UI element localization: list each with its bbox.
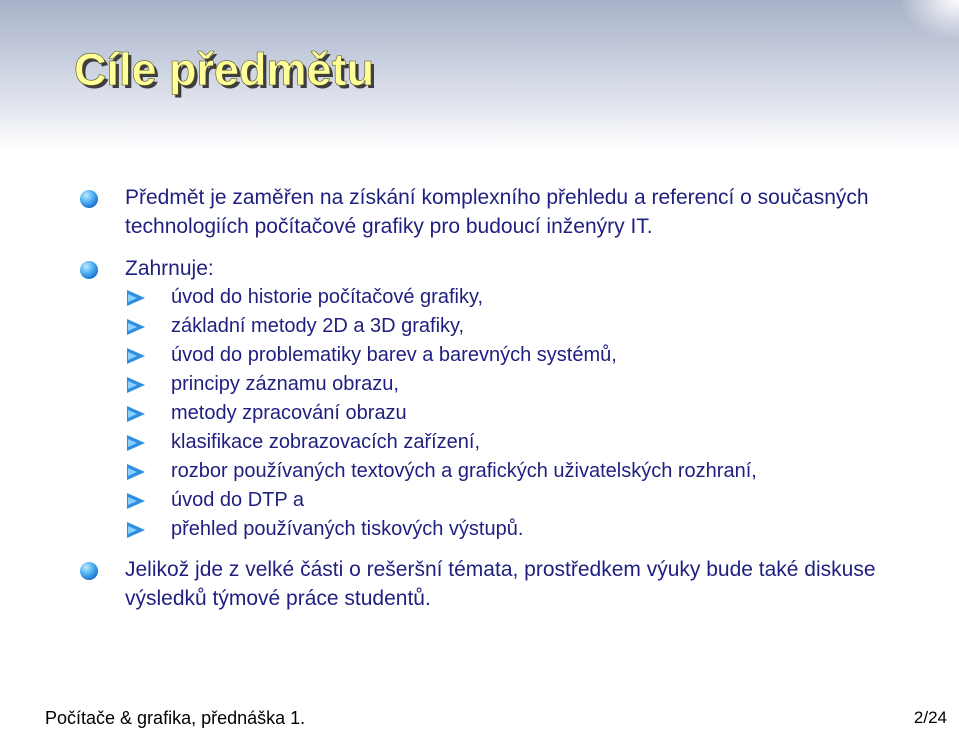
bullet-text: Předmět je zaměřen na získání komplexního přehledu a referencí o současných technologiích počítačové grafiky pro budoucí inženýry IT. bbox=[125, 186, 869, 238]
sphere-bullet-icon bbox=[80, 562, 98, 580]
sub-list-item bbox=[127, 341, 947, 370]
sub-item-text: úvod do DTP a bbox=[171, 489, 305, 511]
arrow-bullet-icon bbox=[127, 406, 145, 422]
sphere-bullet-icon bbox=[80, 190, 98, 208]
arrow-bullet-icon bbox=[127, 435, 145, 451]
sub-list-item bbox=[127, 515, 947, 544]
sub-list-item bbox=[127, 428, 947, 457]
arrow-bullet-icon bbox=[127, 290, 145, 306]
arrow-bullet-icon bbox=[127, 493, 145, 509]
sub-list-item bbox=[127, 370, 947, 399]
sub-list-item bbox=[127, 312, 947, 341]
sub-list-item bbox=[127, 399, 947, 428]
header-corner-glow bbox=[899, 0, 959, 40]
sub-item-text: metody zpracování obrazu bbox=[171, 402, 407, 424]
sub-item-text: přehled používaných tiskových výstupů. bbox=[171, 518, 524, 540]
sub-item-text: klasifikace zobrazovacích zařízení, bbox=[171, 431, 481, 453]
arrow-bullet-icon bbox=[127, 348, 145, 364]
footer-course-label: Počítače & grafika, přednáška 1. bbox=[45, 708, 306, 728]
sub-item-text: úvod do historie počítačové grafiky, bbox=[171, 286, 484, 308]
sub-item-text: úvod do problematiky barev a barevných systémů, bbox=[171, 344, 617, 366]
arrow-bullet-icon bbox=[127, 319, 145, 335]
footer-page-number: 2/24 bbox=[913, 708, 947, 727]
arrow-bullet-icon bbox=[127, 377, 145, 393]
sub-list-item bbox=[127, 486, 947, 515]
sphere-bullet-icon bbox=[80, 261, 98, 279]
sub-item-text: základní metody 2D a 3D grafiky, bbox=[171, 315, 465, 337]
sub-list-item bbox=[127, 283, 947, 312]
bullet-text: Jelikož jde z velké části o rešeršní témata, prostředkem výuky bude také diskuse výsledků týmové práce studentů. bbox=[125, 558, 876, 610]
sub-item-text: rozbor používaných textových a grafických uživatelských rozhraní, bbox=[171, 460, 757, 482]
sub-list-item bbox=[127, 457, 947, 486]
bullet-text: Zahrnuje: bbox=[125, 257, 214, 280]
sub-item-text: principy záznamu obrazu, bbox=[171, 373, 399, 395]
slide-title: Cíle předmětu bbox=[74, 44, 375, 95]
arrow-bullet-icon bbox=[127, 464, 145, 480]
arrow-bullet-icon bbox=[127, 522, 145, 538]
